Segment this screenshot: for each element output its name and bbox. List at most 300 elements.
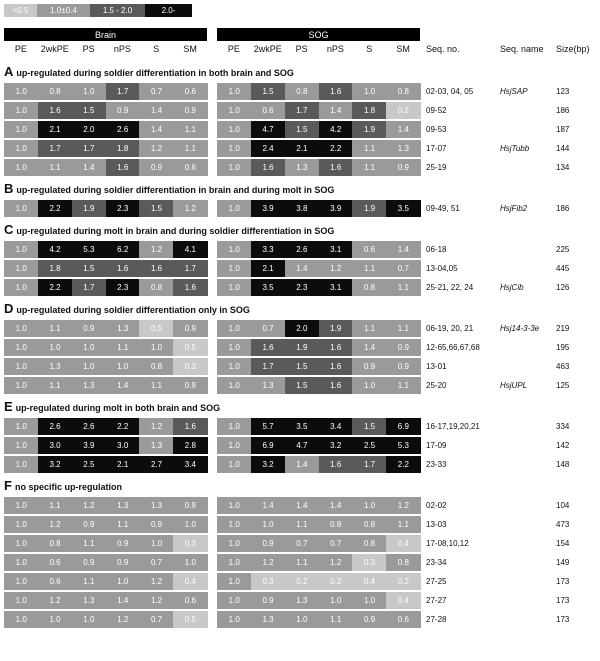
legend-item-4: 2.0- [145,4,192,17]
brain-cell: 1.7 [72,279,106,296]
sog-cell: 0.3 [251,573,285,590]
sog-cell: 3.9 [319,200,353,217]
seq-number: 27-28 [426,615,447,624]
sog-cell: 1.4 [251,497,285,514]
sog-cell: 1.2 [386,497,420,514]
seq-size: 186 [556,204,570,213]
brain-cell: 1.2 [106,611,140,628]
brain-cell: 0.7 [139,554,173,571]
sog-cell: 1.0 [352,83,386,100]
sog-cell: 1.7 [285,102,319,119]
seq-size: 173 [556,596,570,605]
brain-cell: 1.2 [139,592,173,609]
brain-cell: 3.9 [72,437,106,454]
sog-cell: 3.5 [386,200,420,217]
brain-cell: 0.9 [106,535,140,552]
seq-number: 13-01 [426,362,447,371]
brain-cell: 0.8 [139,358,173,375]
sog-cell: 1.3 [386,140,420,157]
brain-cell: 0.9 [173,377,207,394]
brain-cell: 1.0 [38,339,72,356]
brain-cell: 1.4 [106,377,140,394]
brain-cell: 1.3 [106,497,140,514]
section-title [4,64,294,79]
seq-number: 27-25 [426,577,447,586]
sog-cell: 1.9 [319,320,353,337]
brain-cell: 1.0 [4,516,38,533]
sog-cell: 2.4 [251,140,285,157]
brain-cell: 2.6 [72,418,106,435]
brain-cell: 1.0 [4,497,38,514]
brain-cell: 1.0 [4,456,38,473]
sog-cell: 0.6 [352,241,386,258]
brain-col-sm: SM [183,44,197,54]
brain-cell: 1.0 [173,516,207,533]
brain-cell: 0.9 [173,320,207,337]
seq-number: 09-49, 51 [426,204,460,213]
sog-cell: 2.1 [285,140,319,157]
brain-col-nps: nPS [113,44,131,54]
sog-cell: 2.3 [285,279,319,296]
seq-number: 02-02 [426,501,447,510]
brain-cell: 2.5 [72,456,106,473]
brain-cell: 0.5 [139,320,173,337]
section-letter: C [4,222,14,237]
sog-cell: 1.0 [217,102,251,119]
sog-cell: 1.0 [217,121,251,138]
sog-cell: 1.0 [217,516,251,533]
brain-cell: 1.6 [38,102,72,119]
brain-cell: 1.0 [72,358,106,375]
seq-number: 13-04,05 [426,264,458,273]
sog-cell: 0.8 [386,554,420,571]
sog-cell: 1.5 [285,358,319,375]
sog-cell: 1.0 [217,437,251,454]
sog-cell: 0.9 [251,535,285,552]
sog-cell: 1.0 [352,377,386,394]
seq-size: 173 [556,577,570,586]
brain-cell: 1.1 [72,535,106,552]
section-description: up-regulated during molt in brain and during soldier differentiation in SOG [16,226,335,236]
brain-cell: 0.9 [106,554,140,571]
size-header: Size(bp) [556,44,590,54]
brain-cell: 6.2 [106,241,140,258]
brain-cell: 1.5 [139,200,173,217]
seq-size: 219 [556,324,570,333]
brain-cell: 1.0 [4,554,38,571]
seq-number: 17-08,10,12 [426,539,469,548]
brain-cell: 0.9 [139,516,173,533]
brain-cell: 3.4 [173,456,207,473]
brain-cell: 1.0 [4,200,38,217]
legend-item-2: 1.0±0.4 [37,4,90,17]
sog-cell: 1.0 [217,611,251,628]
brain-cell: 1.3 [72,592,106,609]
brain-cell: 1.2 [139,140,173,157]
sog-cell: 1.4 [319,102,353,119]
brain-cell: 1.0 [4,358,38,375]
sog-cell: 1.6 [319,339,353,356]
brain-cell: 1.0 [4,377,38,394]
sog-cell: 0.8 [386,83,420,100]
sog-cell: 2.6 [285,241,319,258]
brain-cell: 1.0 [4,592,38,609]
seq-size: 154 [556,539,570,548]
sog-cell: 1.7 [352,456,386,473]
section-letter: A [4,64,14,79]
sog-cell: 1.0 [217,140,251,157]
seq-size: 225 [556,245,570,254]
sog-col-nps: nPS [326,44,344,54]
brain-cell: 0.9 [72,320,106,337]
seq-name: HsjTubb [500,144,530,153]
brain-cell: 0.5 [173,611,207,628]
sog-cell: 2.2 [319,140,353,157]
sog-cell: 6.9 [251,437,285,454]
sog-cell: 1.0 [251,516,285,533]
seq-size: 126 [556,283,570,292]
sog-cell: 1.4 [285,456,319,473]
brain-cell: 0.7 [139,83,173,100]
sog-cell: 1.6 [251,159,285,176]
brain-cell: 1.0 [38,611,72,628]
brain-cell: 2.6 [38,418,72,435]
brain-cell: 2.3 [106,279,140,296]
section-letter: D [4,301,14,316]
seq-size: 445 [556,264,570,273]
seq-name: HsjCib [500,283,524,292]
brain-cell: 1.6 [106,260,140,277]
brain-cell: 1.0 [4,418,38,435]
brain-cell: 1.2 [72,497,106,514]
sog-header: SOG [217,28,420,41]
brain-cell: 1.5 [72,102,106,119]
brain-col-pe: PE [14,44,27,54]
sog-cell: 3.8 [285,200,319,217]
seq-size: 173 [556,615,570,624]
brain-cell: 1.6 [173,418,207,435]
sog-cell: 1.4 [386,121,420,138]
sog-cell: 0.2 [386,573,420,590]
brain-cell: 1.6 [106,159,140,176]
sog-cell: 1.0 [217,497,251,514]
brain-cell: 1.0 [106,573,140,590]
sog-cell: 1.6 [319,377,353,394]
sog-cell: 1.0 [217,358,251,375]
brain-cell: 0.7 [139,611,173,628]
sog-cell: 1.2 [319,554,353,571]
color-legend [4,4,192,17]
sog-cell: 1.6 [319,358,353,375]
sog-cell: 1.0 [217,260,251,277]
brain-col-2wkpe: 2wkPE [40,44,69,54]
sog-cell: 3.9 [251,200,285,217]
brain-cell: 1.8 [38,260,72,277]
brain-cell: 1.2 [38,516,72,533]
sog-cell: 1.5 [352,418,386,435]
brain-cell: 0.9 [106,102,140,119]
brain-cell: 1.0 [139,339,173,356]
sog-cell: 1.4 [285,260,319,277]
seq-size: 125 [556,381,570,390]
brain-cell: 2.2 [38,200,72,217]
seq-size: 142 [556,441,570,450]
sog-cell: 1.0 [217,573,251,590]
sog-cell: 1.0 [217,418,251,435]
seq-number: 09-52 [426,106,447,115]
brain-cell: 1.9 [72,200,106,217]
brain-cell: 1.0 [4,437,38,454]
seq-number: 02-03, 04, 05 [426,87,474,96]
seqno-header: Seq. no. [426,44,460,54]
sog-cell: 1.6 [319,159,353,176]
sog-cell: 1.2 [251,554,285,571]
brain-col-s: S [153,44,160,54]
sog-col-2wkpe: 2wkPE [253,44,282,54]
sog-cell: 3.2 [319,437,353,454]
brain-cell: 2.7 [139,456,173,473]
sog-cell: 2.0 [285,320,319,337]
sog-cell: 1.3 [251,611,285,628]
sog-cell: 0.7 [285,535,319,552]
brain-cell: 1.0 [4,260,38,277]
sog-cell: 1.0 [217,320,251,337]
brain-cell: 1.3 [72,377,106,394]
section-letter: F [4,478,12,493]
brain-cell: 1.4 [72,159,106,176]
seq-number: 23-34 [426,558,447,567]
seq-number: 06-18 [426,245,447,254]
sog-cell: 1.1 [352,159,386,176]
brain-cell: 1.2 [38,592,72,609]
sog-cell: 1.5 [285,377,319,394]
sog-cell: 0.9 [352,358,386,375]
brain-cell: 0.6 [173,592,207,609]
seq-size: 473 [556,520,570,529]
brain-cell: 4.2 [38,241,72,258]
sog-col-sm: SM [396,44,410,54]
section-letter: B [4,181,14,196]
sog-cell: 1.0 [217,554,251,571]
brain-cell: 0.3 [173,358,207,375]
brain-cell: 1.6 [173,279,207,296]
brain-cell: 1.0 [4,241,38,258]
seq-size: 463 [556,362,570,371]
sog-cell: 1.4 [285,497,319,514]
brain-cell: 0.8 [38,535,72,552]
brain-cell: 1.0 [106,358,140,375]
seq-number: 17-09 [426,441,447,450]
seq-size: 123 [556,87,570,96]
brain-cell: 1.4 [106,592,140,609]
sog-cell: 1.0 [285,611,319,628]
sog-cell: 1.1 [319,611,353,628]
section-letter: E [4,399,13,414]
brain-cell: 0.6 [38,554,72,571]
sog-cell: 1.8 [352,102,386,119]
sog-cell: 2.2 [386,456,420,473]
sog-cell: 1.1 [352,140,386,157]
sog-cell: 2.1 [251,260,285,277]
brain-cell: 2.2 [106,418,140,435]
brain-cell: 1.1 [72,573,106,590]
sog-cell: 5.3 [386,437,420,454]
brain-cell: 3.2 [38,456,72,473]
sog-cell: 3.1 [319,241,353,258]
seq-size: 187 [556,125,570,134]
brain-cell: 1.0 [4,339,38,356]
sog-cell: 0.4 [352,573,386,590]
brain-cell: 1.1 [173,140,207,157]
sog-cell: 3.2 [251,456,285,473]
brain-cell: 1.1 [106,339,140,356]
sog-cell: 0.9 [352,611,386,628]
seq-size: 134 [556,163,570,172]
brain-cell: 1.1 [139,377,173,394]
sog-cell: 1.1 [386,279,420,296]
seq-number: 12-65,66,67,68 [426,343,480,352]
sog-cell: 0.7 [319,535,353,552]
sog-cell: 1.1 [386,320,420,337]
sog-cell: 1.0 [217,377,251,394]
brain-cell: 0.9 [139,159,173,176]
seq-number: 25-20 [426,381,447,390]
brain-cell: 2.6 [106,121,140,138]
section-description: up-regulated during soldier differentiation in both brain and SOG [16,68,294,78]
sog-cell: 3.5 [285,418,319,435]
brain-cell: 0.9 [173,497,207,514]
sog-cell: 1.3 [251,377,285,394]
legend-item-1: <0.5 [4,4,37,17]
brain-cell: 1.3 [106,320,140,337]
brain-cell: 1.1 [38,320,72,337]
seq-number: 09-53 [426,125,447,134]
brain-cell: 1.7 [72,140,106,157]
brain-cell: 1.0 [173,554,207,571]
sog-col-s: S [366,44,373,54]
brain-cell: 2.0 [72,121,106,138]
sog-cell: 0.2 [319,573,353,590]
brain-cell: 1.0 [4,159,38,176]
brain-cell: 1.1 [106,516,140,533]
sog-cell: 1.5 [285,121,319,138]
seq-number: 16-17,19,20,21 [426,422,480,431]
seq-name: Hsj14-3-3e [500,324,540,333]
brain-cell: 0.9 [72,554,106,571]
brain-cell: 0.6 [173,83,207,100]
sog-col-pe: PE [227,44,240,54]
sog-cell: 2.5 [352,437,386,454]
sog-cell: 0.9 [386,159,420,176]
brain-cell: 2.8 [173,437,207,454]
brain-cell: 1.3 [38,358,72,375]
sog-cell: 1.0 [217,456,251,473]
section-description: up-regulated during soldier differentiation in brain and during molt in SOG [16,185,335,195]
section-description: up-regulated during molt in both brain and SOG [15,403,221,413]
sog-col-ps: PS [295,44,308,54]
seq-size: 186 [556,106,570,115]
sog-cell: 1.0 [217,200,251,217]
sog-cell: 1.1 [386,516,420,533]
brain-cell: 1.1 [38,377,72,394]
sog-cell: 1.0 [217,241,251,258]
sog-cell: 1.0 [217,279,251,296]
sog-cell: 1.4 [319,497,353,514]
brain-cell: 1.7 [173,260,207,277]
sog-cell: 3.4 [319,418,353,435]
sog-cell: 0.7 [386,260,420,277]
seq-number: 27-27 [426,596,447,605]
sog-cell: 0.6 [251,102,285,119]
brain-cell: 1.6 [139,260,173,277]
sog-cell: 1.2 [319,260,353,277]
sog-cell: 4.7 [251,121,285,138]
brain-cell: 0.5 [173,339,207,356]
sog-cell: 3.5 [251,279,285,296]
brain-cell: 0.3 [173,535,207,552]
brain-cell: 0.9 [173,102,207,119]
brain-cell: 0.8 [38,83,72,100]
sog-cell: 1.0 [352,497,386,514]
sog-cell: 0.8 [352,279,386,296]
sog-cell: 1.9 [352,121,386,138]
sog-cell: 1.4 [352,339,386,356]
section-title [4,181,334,196]
sog-cell: 1.1 [285,516,319,533]
brain-cell: 5.3 [72,241,106,258]
section-title [4,301,250,316]
brain-cell: 1.3 [139,497,173,514]
sog-cell: 1.9 [352,200,386,217]
sog-cell: 6.9 [386,418,420,435]
sog-cell: 1.3 [285,159,319,176]
sog-cell: 1.0 [217,159,251,176]
sog-cell: 5.7 [251,418,285,435]
sog-cell: 3.1 [319,279,353,296]
brain-cell: 1.0 [4,140,38,157]
brain-cell: 1.8 [106,140,140,157]
sog-cell: 1.6 [319,456,353,473]
brain-cell: 0.6 [173,159,207,176]
seq-name: HsjFib2 [500,204,528,213]
section-title [4,222,334,237]
sog-cell: 1.7 [251,358,285,375]
section-description: up-regulated during soldier differentiation only in SOG [16,305,250,315]
sog-cell: 4.7 [285,437,319,454]
brain-cell: 1.0 [72,611,106,628]
sog-cell: 1.0 [217,592,251,609]
brain-cell: 0.4 [173,573,207,590]
brain-cell: 1.1 [173,121,207,138]
brain-cell: 1.1 [38,497,72,514]
sog-cell: 1.3 [285,592,319,609]
brain-cell: 1.1 [38,159,72,176]
seq-number: 23-33 [426,460,447,469]
brain-cell: 1.0 [4,573,38,590]
sog-cell: 0.8 [352,516,386,533]
sog-cell: 0.6 [386,611,420,628]
seq-size: 149 [556,558,570,567]
sog-cell: 1.1 [386,377,420,394]
sog-cell: 0.9 [386,358,420,375]
sog-cell: 1.0 [217,535,251,552]
brain-cell: 1.7 [38,140,72,157]
sog-cell: 0.9 [386,339,420,356]
seq-name: HsjSAP [500,87,528,96]
seq-size: 104 [556,501,570,510]
section-title [4,478,122,493]
sog-cell: 3.3 [251,241,285,258]
